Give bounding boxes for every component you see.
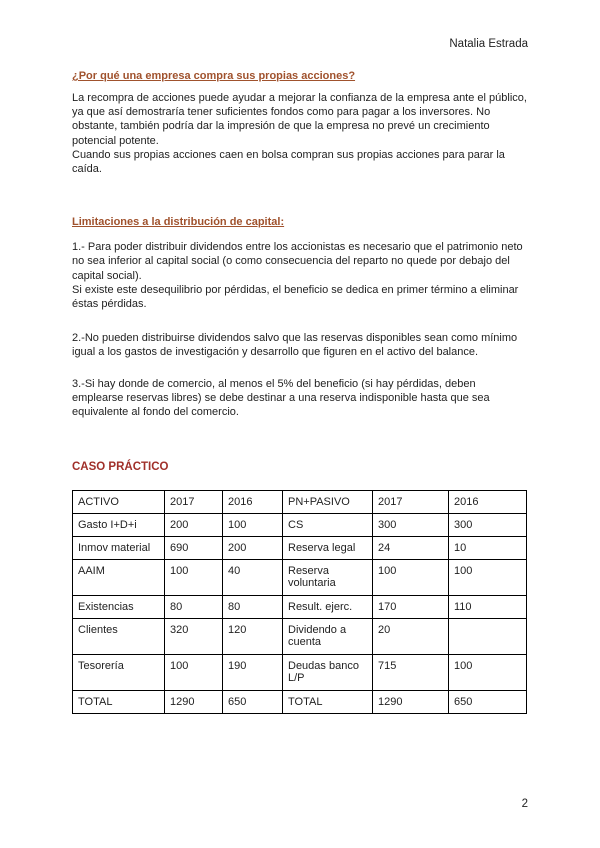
table-cell: 100	[165, 655, 223, 691]
table-cell: Dividendo a cuenta	[283, 619, 373, 655]
limitation-1: 1.- Para poder distribuir dividendos entre los accionistas es necesario que el patrimonio neto no sea inferior al capital social (o como consecuencia del reparto no quede por debajo del capital social).	[72, 241, 523, 282]
table-row	[73, 560, 527, 596]
table-cell: Clientes	[73, 619, 165, 655]
table-cell: Inmov material	[73, 537, 165, 560]
table-row	[73, 619, 527, 655]
table-cell: 80	[165, 596, 223, 619]
table-row	[73, 655, 527, 691]
document-body	[72, 70, 528, 714]
table-cell: 1290	[165, 691, 223, 714]
author-name: Natalia Estrada	[449, 38, 528, 50]
case-study-title: CASO PRÁCTICO	[72, 461, 169, 474]
table-cell: 100	[373, 560, 449, 596]
table-cell: Tesorería	[73, 655, 165, 691]
limitation-1-extra: Si existe este desequilibrio por pérdidas, el beneficio se dedica en primer término a eliminar éstas pérdidas.	[72, 283, 519, 311]
table-cell: 24	[373, 537, 449, 560]
table-cell: 650	[223, 691, 283, 714]
table-cell: Gasto I+D+i	[73, 514, 165, 537]
balance-sheet-table	[72, 490, 527, 714]
section-heading-buyback: ¿Por qué una empresa compra sus propias acciones?	[72, 70, 356, 82]
table-cell	[449, 619, 527, 655]
table-cell: 120	[223, 619, 283, 655]
table-header-cell: 2016	[223, 491, 283, 514]
table-row	[73, 514, 527, 537]
table-cell: 200	[223, 537, 283, 560]
table-total-row	[73, 691, 527, 714]
table-cell: 300	[373, 514, 449, 537]
table-cell: Existencias	[73, 596, 165, 619]
table-header-cell: PN+PASIVO	[283, 491, 373, 514]
table-cell: 320	[165, 619, 223, 655]
table-cell: 200	[165, 514, 223, 537]
table-cell: 40	[223, 560, 283, 596]
table-header-cell: 2016	[449, 491, 527, 514]
table-cell: 650	[449, 691, 527, 714]
paragraph-buyback-2: Cuando sus propias acciones caen en bolsa compran sus propias acciones para parar la caída.	[72, 148, 505, 176]
table-cell: 100	[449, 560, 527, 596]
table-cell: CS	[283, 514, 373, 537]
limitation-3: 3.-Si hay donde de comercio, al menos el 5% del beneficio (si hay pérdidas, deben emplearse reservas libres) se debe destinar a una reserva indisponible hasta que sea equivalente al fondo del comercio.	[72, 377, 490, 419]
table-cell: 170	[373, 596, 449, 619]
table-cell: 10	[449, 537, 527, 560]
table-cell: 300	[449, 514, 527, 537]
table-cell: 100	[449, 655, 527, 691]
table-cell: Deudas banco L/P	[283, 655, 373, 691]
table-cell: 100	[223, 514, 283, 537]
paragraph-buyback-1: La recompra de acciones puede ayudar a mejorar la confianza de la empresa ante el público, ya que así demostraría tener suficientes fondos como para pagar a los inversores. No obstante, también podría dar la impresión de que la empresa no prevé un crecimiento potencial potente.	[72, 92, 527, 147]
table-cell: Result. ejerc.	[283, 596, 373, 619]
table-cell: 80	[223, 596, 283, 619]
table-cell: 190	[223, 655, 283, 691]
table-cell: AAIM	[73, 560, 165, 596]
table-cell: 1290	[373, 691, 449, 714]
table-cell: 20	[373, 619, 449, 655]
page-number: 2	[521, 798, 528, 810]
table-cell: Reserva voluntaria	[283, 560, 373, 596]
table-cell: TOTAL	[73, 691, 165, 714]
table-cell: TOTAL	[283, 691, 373, 714]
table-cell: 100	[165, 560, 223, 596]
table-header-cell: 2017	[165, 491, 223, 514]
table-row	[73, 537, 527, 560]
table-header-cell: ACTIVO	[73, 491, 165, 514]
limitation-2: 2.-No pueden distribuirse dividendos salvo que las reservas disponibles sean como mínimo igual a los gastos de investigación y desarrollo que figuren en el activo del balance.	[72, 332, 518, 359]
table-row	[73, 596, 527, 619]
table-header-row	[73, 491, 527, 514]
section-heading-limitations: Limitaciones a la distribución de capital:	[72, 216, 285, 229]
table-header-cell: 2017	[373, 491, 449, 514]
table-cell: Reserva legal	[283, 537, 373, 560]
table-cell: 715	[373, 655, 449, 691]
table-cell: 690	[165, 537, 223, 560]
table-cell: 110	[449, 596, 527, 619]
